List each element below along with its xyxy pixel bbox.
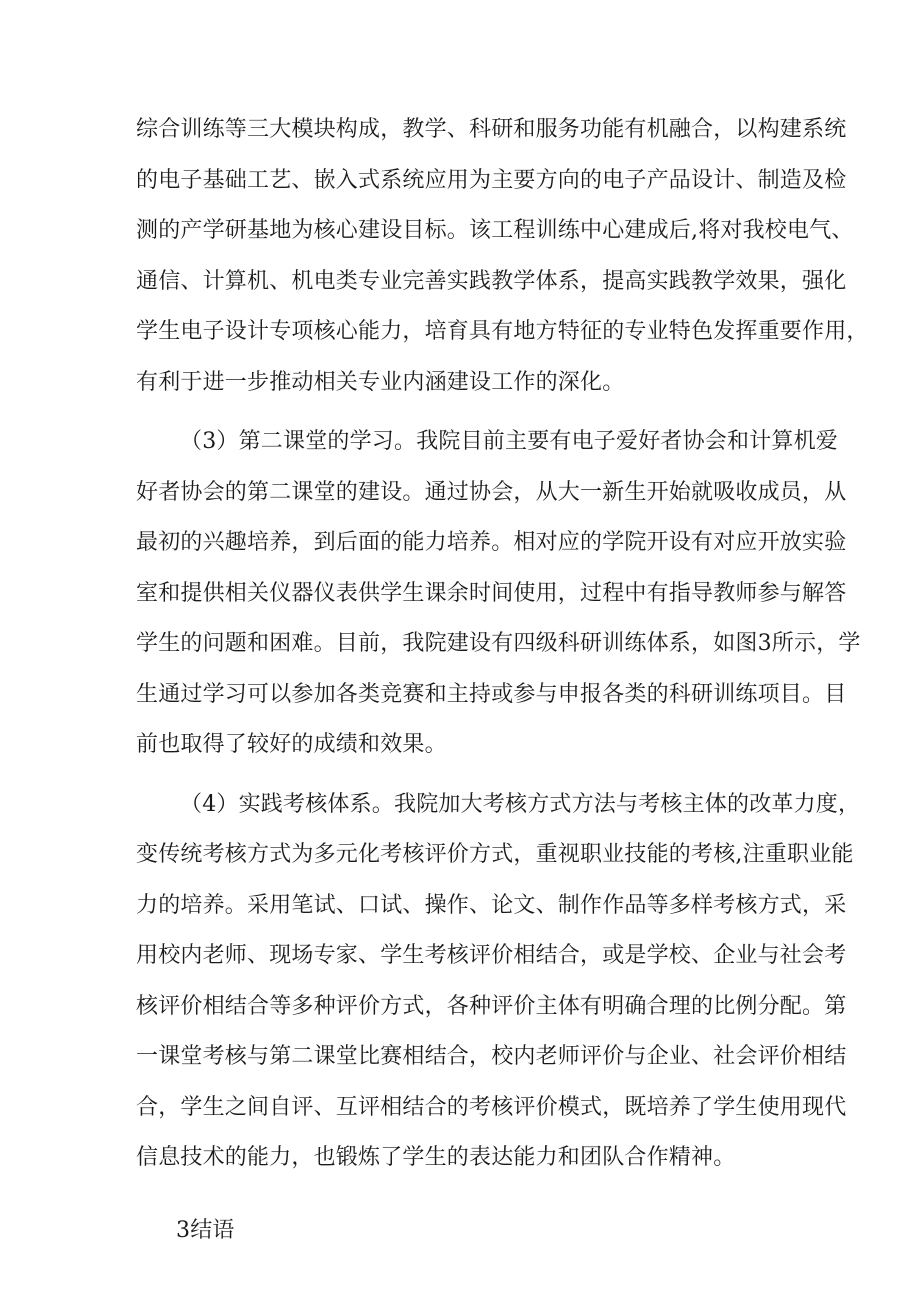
text-line: （4）实践考核体系。我院加大考核方式方法与考核主体的改革力度， — [180, 792, 861, 817]
text-line: 用校内老师、现场专家、学生考核评价相结合，或是学校、企业与社会考 — [136, 943, 847, 968]
text-line: 有利于进一步推动相关专业内涵建设工作的深化。 — [136, 370, 625, 395]
text-line: 一课堂考核与第二课堂比赛相结合，校内老师评价与企业、社会评价相结 — [136, 1044, 847, 1069]
text-line: 学生的问题和困难。目前，我院建设有四级科研训练体系，如图3所示，学 — [136, 631, 861, 656]
text-line: 测的产学研基地为核心建设目标。该工程训练中心建成后,将对我校电气、 — [136, 218, 854, 243]
text-line: 生通过学习可以参加各类竞赛和主持或参与申报各类的科研训练项目。目 — [136, 682, 847, 707]
text-line: 学生电子设计专项核心能力，培育具有地方特征的专业特色发挥重要作用， — [136, 319, 869, 344]
text-line: 变传统考核方式为多元化考核评价方式，重视职业技能的考核,注重职业能 — [136, 842, 854, 867]
text-line: 最初的兴趣培养，到后面的能力培养。相对应的学院开设有对应开放实验 — [136, 530, 847, 555]
text-line: 前也取得了较好的成绩和效果。 — [136, 732, 447, 757]
text-line: 信息技术的能力，也锻炼了学生的表达能力和团队合作精神。 — [136, 1145, 736, 1170]
section-heading: 3结语 — [176, 1218, 235, 1243]
text-line: 好者协会的第二课堂的建设。通过协会，从大一新生开始就吸收成员，从 — [136, 480, 847, 505]
text-line: （3）第二课堂的学习。我院目前主要有电子爱好者协会和计算机爱 — [180, 429, 838, 454]
text-line: 核评价相结合等多种评价方式，各种评价主体有明确合理的比例分配。第 — [136, 994, 847, 1019]
text-line: 合，学生之间自评、互评相结合的考核评价模式，既培养了学生使用现代 — [136, 1095, 847, 1120]
text-line: 通信、计算机、机电类专业完善实践教学体系，提高实践教学效果，强化 — [136, 269, 847, 294]
text-line: 综合训练等三大模块构成，教学、科研和服务功能有机融合，以构建系统 — [136, 117, 847, 142]
text-line: 的电子基础工艺、嵌入式系统应用为主要方向的电子产品设计、制造及检 — [136, 168, 847, 193]
text-line: 室和提供相关仪器仪表供学生课余时间使用，过程中有指导教师参与解答 — [136, 581, 847, 606]
text-line: 力的培养。采用笔试、口试、操作、论文、制作作品等多样考核方式，采 — [136, 893, 847, 918]
